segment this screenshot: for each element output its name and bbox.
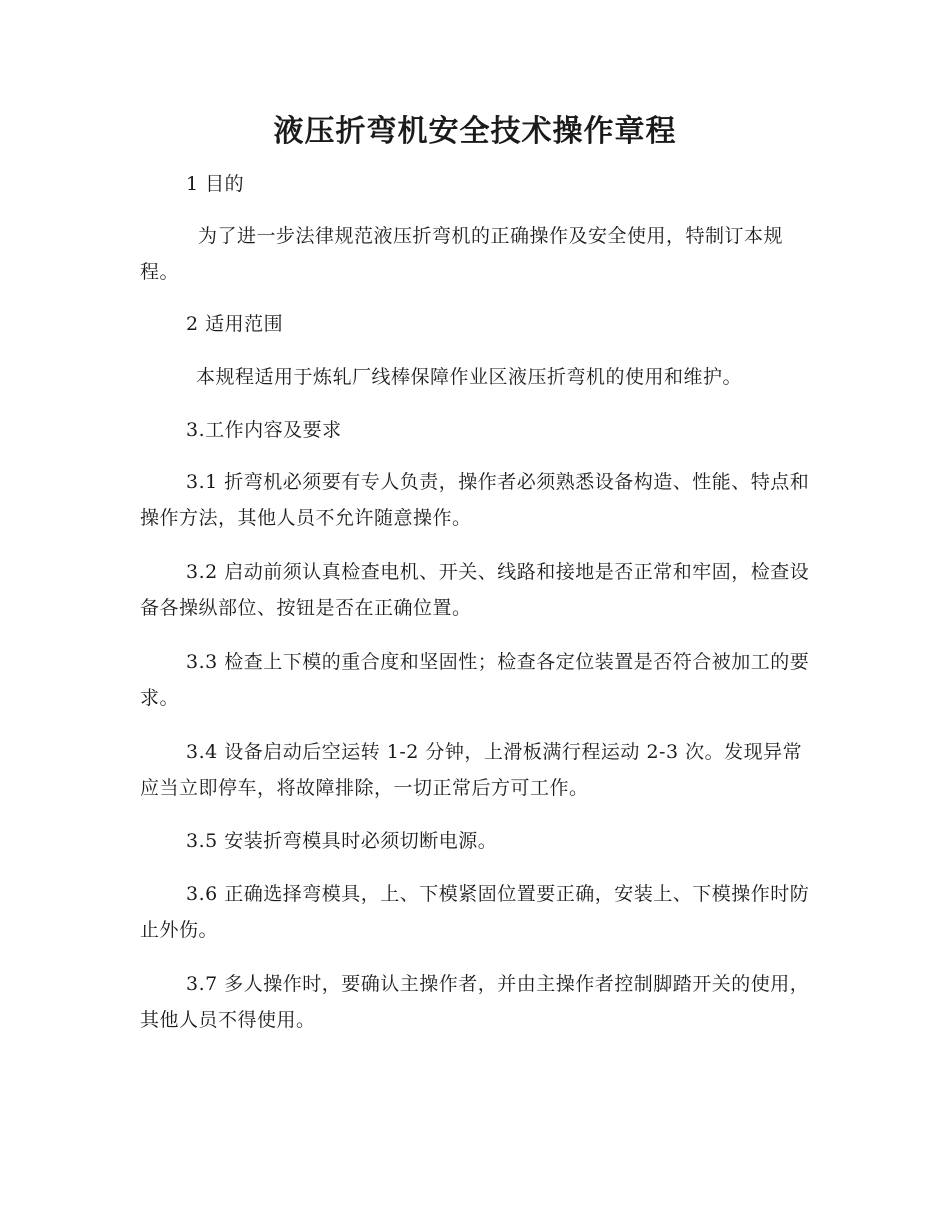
document-title: 液压折弯机安全技术操作章程 — [273, 114, 677, 149]
section-3-3: 3.3 检查上下模的重合度和坚固性；检查各定位装置是否符合被加工的要求。 — [140, 651, 810, 709]
section-1-heading: 1 目的 — [186, 173, 245, 195]
section-3-5: 3.5 安装折弯模具时必须切断电源。 — [186, 830, 498, 852]
section-3-6: 3.6 正确选择弯模具，上、下模紧固位置要正确，安装上、下模操作时防止外伤。 — [140, 883, 810, 941]
section-3-7: 3.7 多人操作时，要确认主操作者，并由主操作者控制脚踏开关的使用，其他人员不得使用。 — [140, 973, 810, 1031]
section-2-heading: 2 适用范围 — [186, 313, 284, 335]
section-3-2: 3.2 启动前须认真检查电机、开关、线路和接地是否正常和牢固，检查设备各操纵部位、按钮是否在正确位置。 — [140, 561, 810, 619]
section-2-body: 本规程适用于炼轧厂线棒保障作业区液压折弯机的使用和维护。 — [196, 366, 743, 388]
section-3-4: 3.4 设备启动后空运转 1-2 分钟，上滑板满行程运动 2-3 次。发现异常应当立即停车，将故障排除，一切正常后方可工作。 — [140, 741, 803, 799]
section-3-1: 3.1 折弯机必须要有专人负责，操作者必须熟悉设备构造、性能、特点和操作方法，其他人员不允许随意操作。 — [140, 471, 810, 529]
section-3-heading: 3.工作内容及要求 — [186, 419, 342, 441]
section-1-body: 为了进一步法律规范液压折弯机的正确操作及安全使用，特制订本规程。 — [140, 225, 784, 283]
